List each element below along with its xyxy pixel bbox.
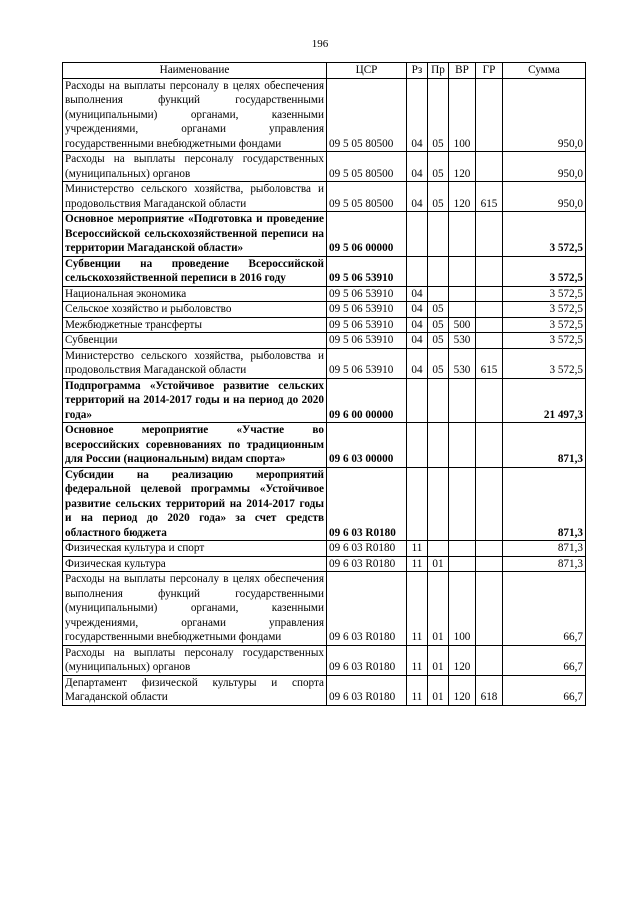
cell-sum: 950,0 bbox=[503, 152, 586, 182]
cell-vr: 530 bbox=[449, 333, 476, 349]
cell-csr: 09 5 05 80500 bbox=[327, 78, 407, 152]
cell-pr: 01 bbox=[428, 556, 449, 572]
cell-name: Департамент физической культуры и спорта Магаданской области bbox=[63, 675, 327, 705]
cell-csr: 09 5 06 53910 bbox=[327, 348, 407, 378]
cell-name: Субсидии на реализацию мероприятий федеральной целевой программы «Устойчивое развитие сельских территорий на 2014-2017 годы и на период до 2020 года» за счет средств областного бюджета bbox=[63, 467, 327, 541]
cell-rz: 11 bbox=[407, 572, 428, 646]
cell-name: Национальная экономика bbox=[63, 286, 327, 302]
column-header-vr: ВР bbox=[449, 63, 476, 79]
cell-pr bbox=[428, 541, 449, 557]
table-row bbox=[63, 541, 586, 557]
cell-gr bbox=[476, 78, 503, 152]
cell-csr: 09 6 00 00000 bbox=[327, 378, 407, 423]
cell-sum: 3 572,5 bbox=[503, 317, 586, 333]
cell-csr: 09 6 03 R0180 bbox=[327, 675, 407, 705]
cell-sum: 871,3 bbox=[503, 556, 586, 572]
cell-name: Физическая культура bbox=[63, 556, 327, 572]
cell-gr bbox=[476, 317, 503, 333]
cell-rz: 04 bbox=[407, 182, 428, 212]
cell-csr: 09 5 06 53910 bbox=[327, 256, 407, 286]
cell-gr bbox=[476, 645, 503, 675]
cell-rz bbox=[407, 378, 428, 423]
cell-sum: 3 572,5 bbox=[503, 286, 586, 302]
table-row bbox=[63, 78, 586, 152]
table-row bbox=[63, 333, 586, 349]
cell-pr: 05 bbox=[428, 152, 449, 182]
cell-gr bbox=[476, 302, 503, 318]
column-header-csr: ЦСР bbox=[327, 63, 407, 79]
table-row bbox=[63, 152, 586, 182]
cell-vr: 100 bbox=[449, 572, 476, 646]
cell-csr: 09 6 03 R0180 bbox=[327, 645, 407, 675]
cell-vr bbox=[449, 302, 476, 318]
table-row bbox=[63, 317, 586, 333]
cell-name: Расходы на выплаты персоналу государственных (муниципальных) органов bbox=[63, 152, 327, 182]
cell-csr: 09 6 03 R0180 bbox=[327, 556, 407, 572]
cell-rz: 04 bbox=[407, 348, 428, 378]
cell-gr bbox=[476, 378, 503, 423]
header-row bbox=[63, 63, 586, 79]
cell-rz: 11 bbox=[407, 645, 428, 675]
cell-gr bbox=[476, 152, 503, 182]
cell-vr: 120 bbox=[449, 675, 476, 705]
cell-csr: 09 5 05 80500 bbox=[327, 152, 407, 182]
cell-pr: 05 bbox=[428, 348, 449, 378]
budget-table bbox=[62, 62, 586, 706]
cell-vr bbox=[449, 378, 476, 423]
cell-name: Субвенции на проведение Всероссийской сельскохозяйственной переписи в 2016 году bbox=[63, 256, 327, 286]
cell-sum: 3 572,5 bbox=[503, 333, 586, 349]
cell-name: Основное мероприятие «Подготовка и проведение Всероссийской сельскохозяйственной переписи на территории Магаданской области» bbox=[63, 212, 327, 257]
cell-sum: 66,7 bbox=[503, 675, 586, 705]
cell-pr: 01 bbox=[428, 675, 449, 705]
cell-sum: 950,0 bbox=[503, 182, 586, 212]
cell-gr: 615 bbox=[476, 348, 503, 378]
table-row bbox=[63, 423, 586, 468]
cell-rz bbox=[407, 212, 428, 257]
cell-rz: 04 bbox=[407, 333, 428, 349]
cell-name: Субвенции bbox=[63, 333, 327, 349]
table-body bbox=[63, 78, 586, 705]
cell-pr: 05 bbox=[428, 182, 449, 212]
cell-rz: 04 bbox=[407, 286, 428, 302]
cell-gr bbox=[476, 333, 503, 349]
cell-csr: 09 5 06 00000 bbox=[327, 212, 407, 257]
cell-pr bbox=[428, 378, 449, 423]
cell-vr: 530 bbox=[449, 348, 476, 378]
cell-rz: 04 bbox=[407, 152, 428, 182]
cell-name: Расходы на выплаты персоналу в целях обеспечения выполнения функций государственными (муниципальными) органами, казенными учреждениями, органами управления государственными внебюджетными фондами bbox=[63, 78, 327, 152]
cell-csr: 09 5 05 80500 bbox=[327, 182, 407, 212]
cell-name: Подпрограмма «Устойчивое развитие сельских территорий на 2014-2017 годы и на период до 2020 года» bbox=[63, 378, 327, 423]
cell-csr: 09 6 03 R0180 bbox=[327, 541, 407, 557]
table-row bbox=[63, 302, 586, 318]
cell-sum: 66,7 bbox=[503, 572, 586, 646]
cell-vr bbox=[449, 541, 476, 557]
cell-vr bbox=[449, 212, 476, 257]
cell-csr: 09 5 06 53910 bbox=[327, 286, 407, 302]
page-number: 196 bbox=[311, 38, 329, 50]
cell-sum: 21 497,3 bbox=[503, 378, 586, 423]
cell-vr: 120 bbox=[449, 645, 476, 675]
cell-rz bbox=[407, 423, 428, 468]
cell-pr bbox=[428, 286, 449, 302]
column-header-rz: Рз bbox=[407, 63, 428, 79]
table-row bbox=[63, 286, 586, 302]
cell-csr: 09 5 06 53910 bbox=[327, 302, 407, 318]
cell-vr bbox=[449, 423, 476, 468]
cell-sum: 3 572,5 bbox=[503, 256, 586, 286]
cell-rz: 11 bbox=[407, 675, 428, 705]
table-row bbox=[63, 212, 586, 257]
column-header-pr: Пр bbox=[428, 63, 449, 79]
cell-csr: 09 6 03 R0180 bbox=[327, 467, 407, 541]
cell-gr bbox=[476, 256, 503, 286]
cell-pr: 05 bbox=[428, 317, 449, 333]
cell-rz: 04 bbox=[407, 78, 428, 152]
cell-csr: 09 5 06 53910 bbox=[327, 333, 407, 349]
cell-sum: 3 572,5 bbox=[503, 348, 586, 378]
cell-gr bbox=[476, 212, 503, 257]
cell-rz: 04 bbox=[407, 317, 428, 333]
cell-sum: 3 572,5 bbox=[503, 212, 586, 257]
column-header-gr: ГР bbox=[476, 63, 503, 79]
column-header-name: Наименование bbox=[63, 63, 327, 79]
cell-sum: 871,3 bbox=[503, 423, 586, 468]
cell-sum: 871,3 bbox=[503, 541, 586, 557]
column-header-sum: Сумма bbox=[503, 63, 586, 79]
cell-sum: 950,0 bbox=[503, 78, 586, 152]
cell-vr: 120 bbox=[449, 152, 476, 182]
cell-sum: 66,7 bbox=[503, 645, 586, 675]
cell-gr bbox=[476, 286, 503, 302]
cell-gr bbox=[476, 572, 503, 646]
table-row bbox=[63, 556, 586, 572]
cell-vr bbox=[449, 286, 476, 302]
cell-name: Министерство сельского хозяйства, рыболовства и продовольствия Магаданской области bbox=[63, 182, 327, 212]
cell-pr: 01 bbox=[428, 645, 449, 675]
table-row bbox=[63, 645, 586, 675]
cell-vr: 100 bbox=[449, 78, 476, 152]
cell-csr: 09 6 03 R0180 bbox=[327, 572, 407, 646]
cell-csr: 09 6 03 00000 bbox=[327, 423, 407, 468]
cell-csr: 09 5 06 53910 bbox=[327, 317, 407, 333]
cell-pr bbox=[428, 423, 449, 468]
table-row bbox=[63, 348, 586, 378]
cell-gr: 615 bbox=[476, 182, 503, 212]
cell-name: Физическая культура и спорт bbox=[63, 541, 327, 557]
cell-vr: 120 bbox=[449, 182, 476, 212]
cell-name: Расходы на выплаты персоналу в целях обеспечения выполнения функций государственными (муниципальными) органами, казенными учреждениями, органами управления государственными внебюджетными фондами bbox=[63, 572, 327, 646]
cell-gr: 618 bbox=[476, 675, 503, 705]
cell-pr bbox=[428, 212, 449, 257]
cell-sum: 871,3 bbox=[503, 467, 586, 541]
cell-gr bbox=[476, 423, 503, 468]
cell-name: Расходы на выплаты персоналу государственных (муниципальных) органов bbox=[63, 645, 327, 675]
cell-vr bbox=[449, 467, 476, 541]
table-row bbox=[63, 182, 586, 212]
table-row bbox=[63, 572, 586, 646]
cell-pr: 05 bbox=[428, 78, 449, 152]
cell-vr bbox=[449, 556, 476, 572]
cell-name: Межбюджетные трансферты bbox=[63, 317, 327, 333]
cell-pr: 05 bbox=[428, 302, 449, 318]
cell-rz: 11 bbox=[407, 541, 428, 557]
cell-name: Основное мероприятие «Участие во всероссийских соревнованиях по традиционным для России (национальным) видам спорта» bbox=[63, 423, 327, 468]
cell-gr bbox=[476, 541, 503, 557]
cell-rz bbox=[407, 467, 428, 541]
cell-pr bbox=[428, 256, 449, 286]
cell-gr bbox=[476, 556, 503, 572]
cell-gr bbox=[476, 467, 503, 541]
cell-sum: 3 572,5 bbox=[503, 302, 586, 318]
cell-name: Сельское хозяйство и рыболовство bbox=[63, 302, 327, 318]
cell-name: Министерство сельского хозяйства, рыболовства и продовольствия Магаданской области bbox=[63, 348, 327, 378]
cell-pr: 05 bbox=[428, 333, 449, 349]
table-row bbox=[63, 378, 586, 423]
cell-vr: 500 bbox=[449, 317, 476, 333]
cell-rz: 11 bbox=[407, 556, 428, 572]
cell-pr bbox=[428, 467, 449, 541]
table-row bbox=[63, 256, 586, 286]
table-row bbox=[63, 675, 586, 705]
cell-rz bbox=[407, 256, 428, 286]
cell-vr bbox=[449, 256, 476, 286]
table-row bbox=[63, 467, 586, 541]
cell-rz: 04 bbox=[407, 302, 428, 318]
cell-pr: 01 bbox=[428, 572, 449, 646]
